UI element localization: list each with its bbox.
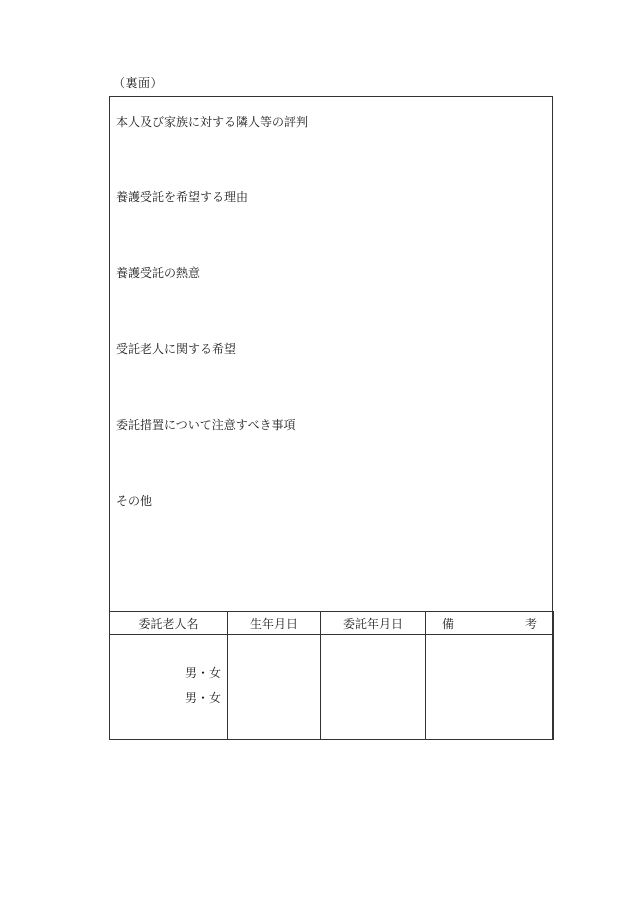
section-preferences: 受託老人に関する希望: [116, 342, 237, 356]
section-other: その他: [116, 494, 153, 508]
birth-date-cell[interactable]: [228, 635, 321, 740]
table-header-row: [110, 612, 554, 635]
consign-date-cell[interactable]: [321, 635, 426, 740]
header-consign-date: 委託年月日: [321, 612, 426, 635]
section-notes: 委託措置について注意すべき事項: [116, 418, 296, 432]
section-enthusiasm: 養護受託の熱意: [116, 266, 201, 280]
sex-choice-1: 男・女: [184, 666, 221, 680]
consignment-form: [109, 96, 553, 740]
table-row: [110, 635, 554, 740]
header-remarks: [426, 612, 554, 635]
header-birth-date: 生年月日: [228, 612, 321, 635]
header-remarks-left: 備: [442, 616, 455, 631]
sex-choice-2: 男・女: [184, 691, 221, 705]
header-elder-name: 委託老人名: [110, 612, 228, 635]
section-reason-for-request: 養護受託を希望する理由: [116, 190, 249, 204]
header-remarks-right: 考: [524, 616, 537, 631]
section-neighbor-reputation: 本人及び家族に対する隣人等の評判: [116, 115, 309, 129]
elder-name-cell[interactable]: [110, 635, 228, 740]
page-side-label: （裏面）: [113, 76, 164, 90]
elder-table: [109, 611, 554, 740]
remarks-cell[interactable]: [426, 635, 554, 740]
